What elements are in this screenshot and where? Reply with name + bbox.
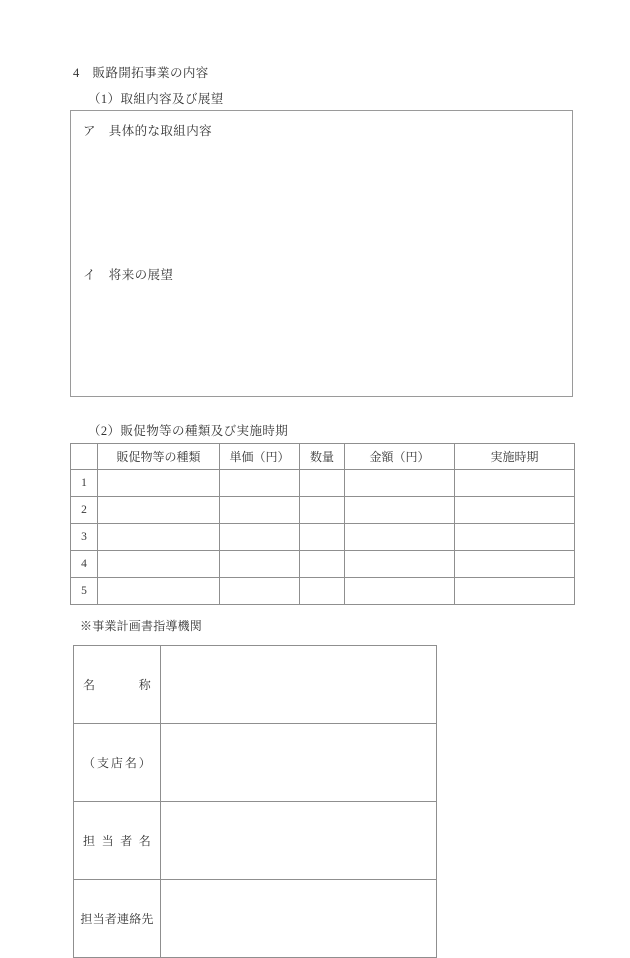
table-row — [74, 802, 437, 880]
cell-timing[interactable] — [455, 497, 575, 524]
free-text-label-b: イ 将来の展望 — [83, 268, 174, 282]
field-label-contact-info-text: 担当者連絡先 — [80, 912, 154, 926]
page-title: 4 販路開拓事業の内容 — [73, 66, 209, 80]
cell-quantity[interactable] — [300, 578, 345, 605]
column-header-qty: 数量 — [300, 444, 345, 470]
field-label-name — [74, 646, 161, 724]
guidance-agency-table — [73, 645, 437, 958]
table-row — [71, 578, 575, 605]
field-label-contact-info — [74, 880, 161, 958]
cell-timing[interactable] — [455, 470, 575, 497]
cell-unit-price[interactable] — [220, 551, 300, 578]
field-value-contact-info[interactable] — [161, 880, 437, 958]
cell-kind[interactable] — [98, 524, 220, 551]
cell-quantity[interactable] — [300, 551, 345, 578]
cell-quantity[interactable] — [300, 497, 345, 524]
cell-timing[interactable] — [455, 551, 575, 578]
field-label-contact-person — [74, 802, 161, 880]
column-header-kind: 販促物等の種類 — [98, 444, 220, 470]
field-label-branch — [74, 724, 161, 802]
free-text-box[interactable] — [70, 110, 573, 397]
field-label-contact-person-text: 担当者名 — [83, 834, 151, 848]
cell-amount[interactable] — [345, 578, 455, 605]
cell-amount[interactable] — [345, 524, 455, 551]
field-value-name[interactable] — [161, 646, 437, 724]
cell-quantity[interactable] — [300, 524, 345, 551]
field-label-branch-text: （支店名） — [83, 756, 151, 770]
cell-unit-price[interactable] — [220, 470, 300, 497]
column-header-timing: 実施時期 — [455, 444, 575, 470]
cell-amount[interactable] — [345, 497, 455, 524]
row-number: 4 — [71, 551, 98, 578]
subsection-2-heading: （2）販促物等の種類及び実施時期 — [88, 424, 289, 438]
cell-amount[interactable] — [345, 470, 455, 497]
field-value-contact-person[interactable] — [161, 802, 437, 880]
row-number: 1 — [71, 470, 98, 497]
table-row — [71, 470, 575, 497]
cell-quantity[interactable] — [300, 470, 345, 497]
table-row — [74, 646, 437, 724]
table-row — [74, 880, 437, 958]
row-number: 5 — [71, 578, 98, 605]
cell-kind[interactable] — [98, 497, 220, 524]
row-number: 3 — [71, 524, 98, 551]
table-row — [71, 524, 575, 551]
field-label-name-text: 名称 — [83, 678, 151, 692]
table-row — [71, 551, 575, 578]
agency-section-note: ※事業計画書指導機関 — [80, 619, 203, 633]
column-header-amount: 金額（円） — [345, 444, 455, 470]
table-row — [71, 497, 575, 524]
cell-kind[interactable] — [98, 578, 220, 605]
table-header-row — [71, 444, 575, 470]
cell-timing[interactable] — [455, 578, 575, 605]
table-row — [74, 724, 437, 802]
cell-unit-price[interactable] — [220, 578, 300, 605]
cell-unit-price[interactable] — [220, 497, 300, 524]
cell-timing[interactable] — [455, 524, 575, 551]
cell-amount[interactable] — [345, 551, 455, 578]
field-value-branch[interactable] — [161, 724, 437, 802]
column-header-price: 単価（円） — [220, 444, 300, 470]
cell-kind[interactable] — [98, 551, 220, 578]
free-text-label-a: ア 具体的な取組内容 — [83, 124, 213, 138]
row-number: 2 — [71, 497, 98, 524]
column-header-no — [71, 444, 98, 470]
subsection-1-heading: （1）取組内容及び展望 — [88, 92, 224, 106]
cell-kind[interactable] — [98, 470, 220, 497]
cell-unit-price[interactable] — [220, 524, 300, 551]
promotional-items-table — [70, 443, 575, 605]
